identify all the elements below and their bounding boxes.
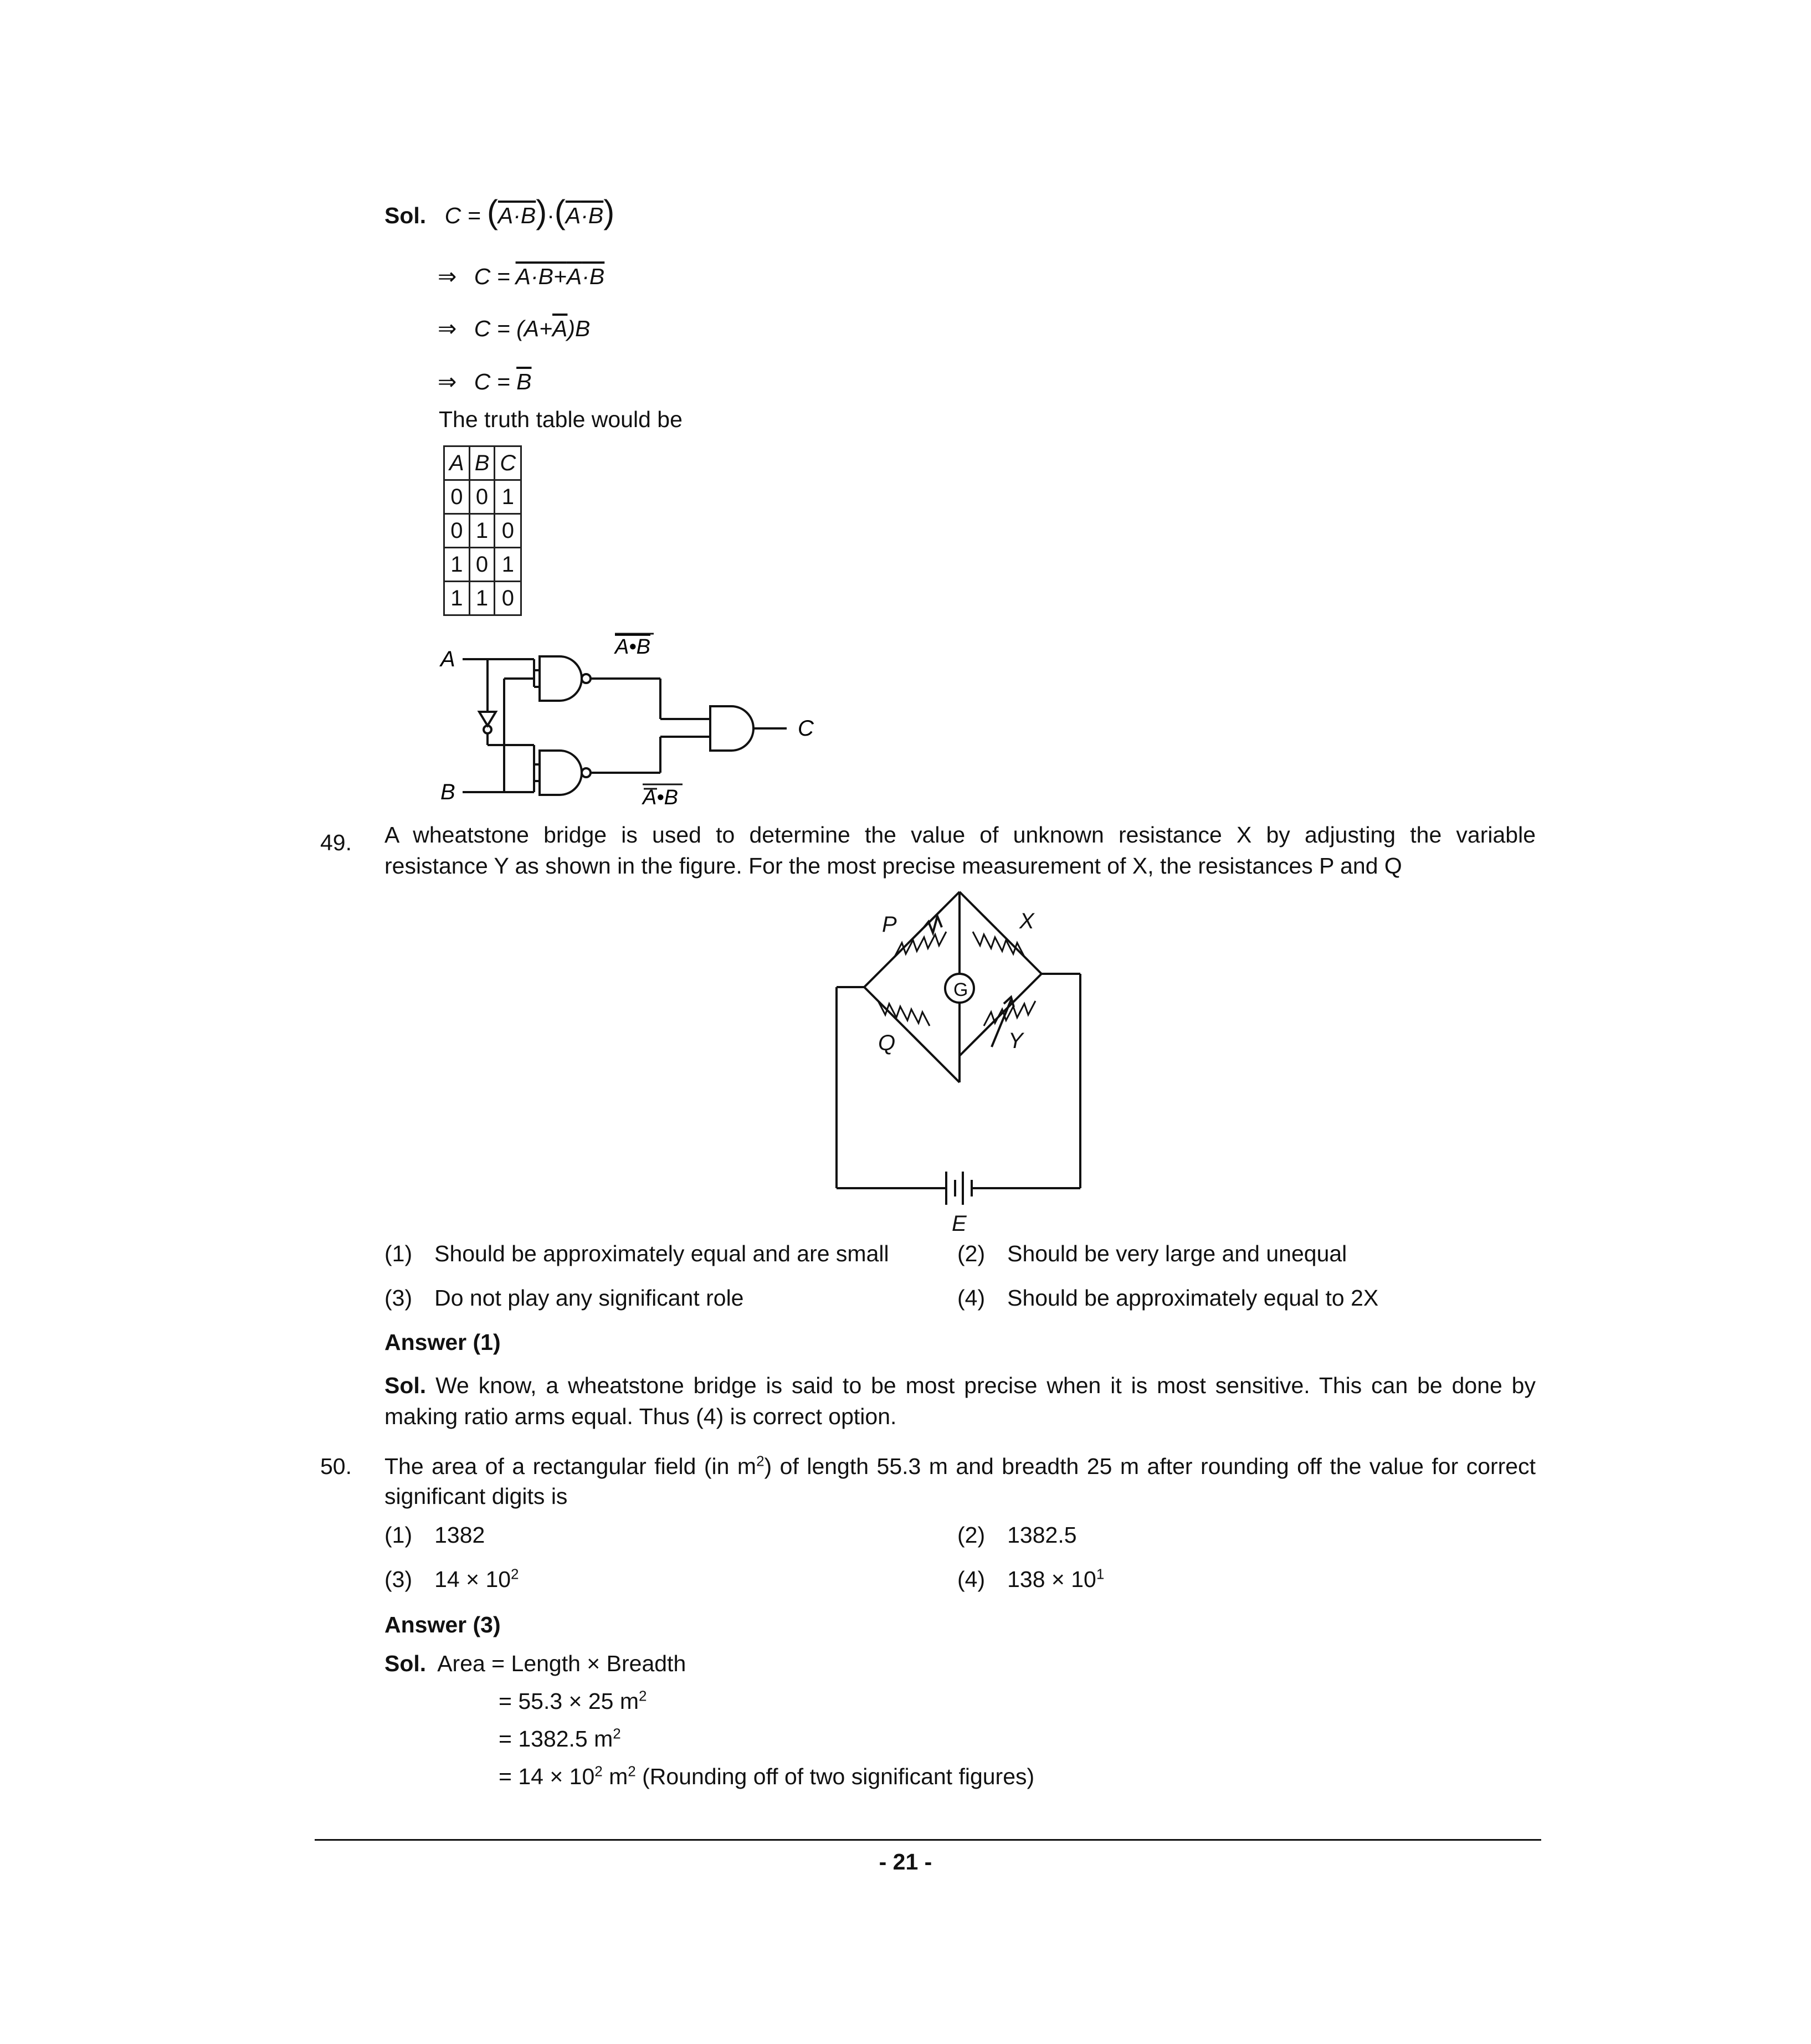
label-y: Y — [1008, 1029, 1023, 1053]
q49-sol-line1: Sol. We know, a wheatstone bridge is said to be most precise when it is most sensitive. This can be done by — [384, 1373, 1536, 1398]
and-gate — [710, 706, 753, 751]
footer-rule — [315, 1839, 1541, 1841]
nand-gate-top — [540, 656, 582, 701]
q48-sol-step1: Sol. C = (A·B)·(A·B) — [384, 193, 615, 230]
q50-text-line2: significant digits is — [384, 1483, 568, 1509]
question-number: 49. — [320, 830, 352, 855]
q49-option-4[interactable]: (4) Should be approximately equal to 2X — [957, 1285, 1379, 1311]
q48-sol-step3: ⇒ $C = (A+\overline{A})B$ — [438, 316, 591, 341]
table-row: 1 1 0 — [444, 582, 521, 615]
label-x: X — [1019, 909, 1034, 933]
table-row: 0 0 1 — [444, 480, 521, 514]
question-number: 50. — [320, 1454, 352, 1479]
label-g: G — [953, 979, 968, 1000]
logic-circuit-diagram — [432, 626, 831, 814]
not-gate — [479, 712, 496, 726]
table-row: 0 1 0 — [444, 514, 521, 548]
label-q: Q — [878, 1031, 896, 1055]
truth-table — [443, 445, 522, 616]
resistor-p — [895, 932, 946, 957]
q49-option-2[interactable]: (2) Should be very large and unequal — [957, 1241, 1347, 1266]
sol-label: Sol. — [384, 203, 427, 228]
label-b: B — [440, 780, 455, 804]
q49-text-line2: resistance Y as shown in the figure. For the most precise measurement of X, the resistances P and Q — [384, 853, 1402, 879]
page-number: - 21 - — [879, 1849, 932, 1874]
truth-table-intro: The truth table would be — [439, 407, 683, 432]
resistor-x — [973, 932, 1024, 957]
table-row: 1 0 1 — [444, 548, 521, 582]
q50-sol-line3: = 1382.5 $m^2$ — [499, 1725, 621, 1752]
truth-table-header: A B C — [444, 446, 521, 480]
label-p: P — [882, 912, 897, 937]
label-e: E — [952, 1211, 967, 1236]
nand-gate-bottom — [540, 751, 582, 795]
q50-option-2[interactable]: (2) 1382.5 — [957, 1522, 1077, 1548]
q49-sol-line2: making ratio arms equal. Thus (4) is correct option. — [384, 1404, 897, 1429]
q48-sol-step2: ⇒ C = A·B+A·B — [438, 264, 605, 289]
q49-option-3[interactable]: (3) Do not play any significant role — [384, 1285, 744, 1311]
q50-sol-line1: Sol. Area = Length × Breadth — [384, 1651, 686, 1676]
q49-text-line1: A wheatstone bridge is used to determine the value of unknown resistance X by adjusting the variable — [384, 822, 1536, 848]
label-c: C — [798, 716, 814, 741]
q50-sol-line2: = 55.3 × 25 $m^2$ — [499, 1687, 647, 1714]
label-a: A — [440, 647, 455, 671]
q50-option-1[interactable]: (1) 1382 — [384, 1522, 485, 1548]
q49-answer: Answer (1) — [384, 1329, 501, 1355]
resistor-q — [878, 1001, 930, 1026]
q50-option-4[interactable]: (4) $138 \times 10^1$ — [957, 1565, 1105, 1592]
wheatstone-bridge-diagram — [820, 881, 1108, 1235]
q50-answer: Answer (3) — [384, 1612, 501, 1637]
label-top-output: A•B — [615, 635, 650, 659]
q50-sol-line4: = $14 \times 10^2$ $m^2$ (Rounding off of two significant figures) — [499, 1763, 1035, 1789]
label-bottom-output: A•B — [643, 786, 679, 809]
q50-option-3[interactable]: (3) $14 \times 10^2$ — [384, 1565, 519, 1592]
q49-option-1[interactable]: (1) Should be approximately equal and are small — [384, 1241, 889, 1266]
q50-text-line1: The area of a rectangular field (in $m^2$) of length 55.3 m and breadth 25 m after rounding off the value for correct — [384, 1452, 1536, 1479]
q48-sol-step4: ⇒ $C = \overline{B}$ — [438, 369, 532, 394]
